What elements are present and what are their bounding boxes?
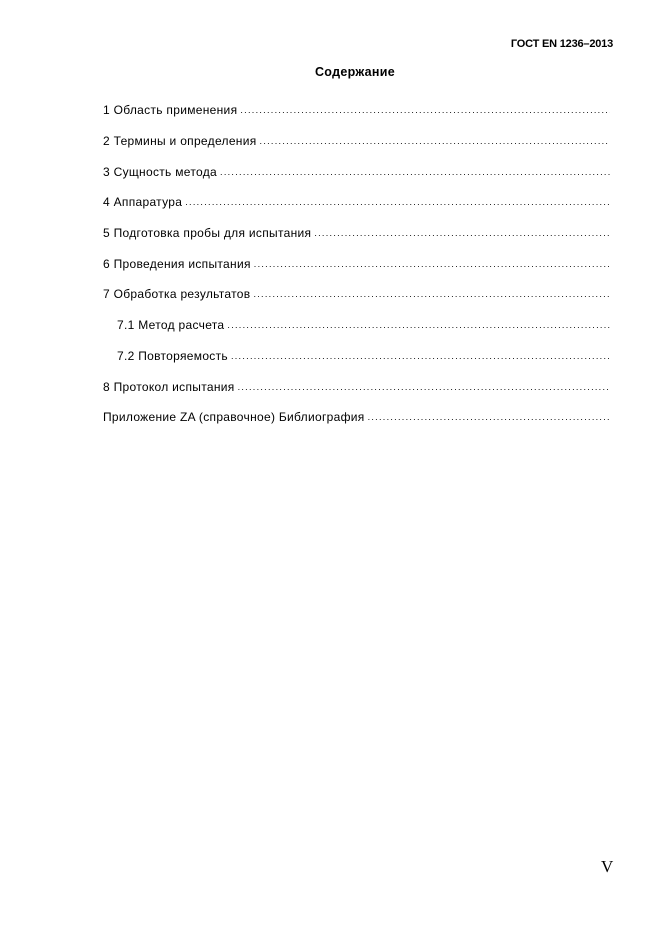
dot-leader <box>240 103 610 117</box>
toc-entry-label: 6 Проведения испытания <box>103 256 251 271</box>
toc-entry-label: 7.2 Повторяемость <box>117 348 228 363</box>
dot-leader <box>368 410 610 424</box>
page-title: Содержание <box>314 65 395 79</box>
dot-leader <box>253 287 610 301</box>
toc-entry <box>103 248 610 279</box>
dot-leader <box>254 257 610 271</box>
dot-leader <box>227 318 610 332</box>
toc-entry-label: Приложение ZA (справочное) Библиография <box>103 410 365 425</box>
dot-leader <box>231 349 610 363</box>
page-number: V <box>601 857 614 876</box>
toc-entry <box>103 95 610 126</box>
toc-entry <box>103 218 610 249</box>
toc-entry-label: 3 Сущность метода <box>103 164 218 179</box>
table-of-contents <box>103 95 610 433</box>
toc-entry-label: 8 Протокол испытания <box>103 379 235 394</box>
toc-entry-label: 7.1 Метод расчета <box>117 318 225 333</box>
dot-leader <box>220 165 610 179</box>
toc-entry-label: 2 Термины и определения <box>103 134 257 149</box>
toc-entry <box>103 126 610 157</box>
toc-entry-label: 5 Подготовка пробы для испытания <box>103 226 312 241</box>
toc-entry <box>103 279 610 310</box>
toc-entry-label: 1 Область применения <box>103 103 238 118</box>
toc-entry-label: 7 Обработка результатов <box>103 287 251 302</box>
dot-leader <box>314 226 610 240</box>
document-header: ГОСТ EN 1236–2013 <box>510 38 613 50</box>
toc-entry <box>103 187 610 218</box>
toc-entry <box>103 371 610 402</box>
toc-entry <box>103 402 610 433</box>
toc-subentry <box>103 310 610 341</box>
toc-entry <box>103 156 610 187</box>
toc-entry-label: 4 Аппаратура <box>103 195 183 210</box>
dot-leader <box>260 134 610 148</box>
dot-leader <box>238 380 610 394</box>
dot-leader <box>185 195 610 209</box>
toc-subentry <box>103 341 610 372</box>
